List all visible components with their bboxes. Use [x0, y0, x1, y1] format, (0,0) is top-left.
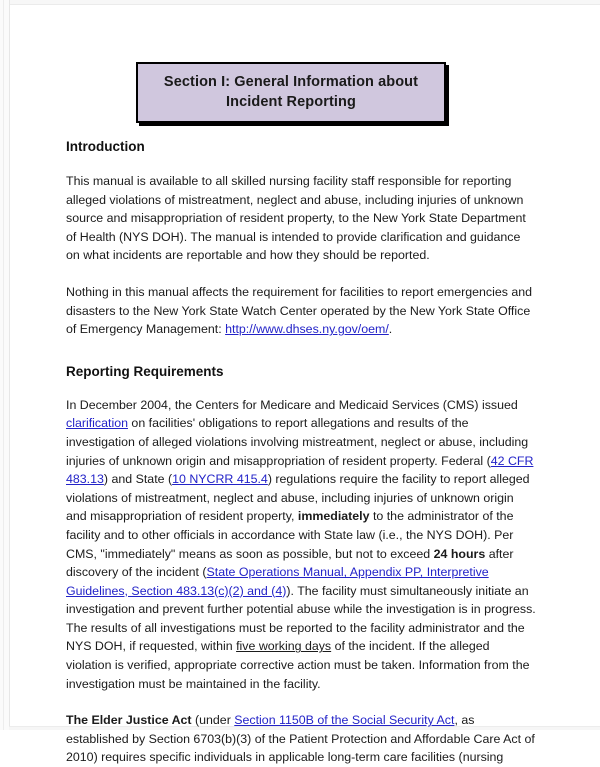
intro-p2-text-before-link: Nothing in this manual affects the requirement for facilities to report emergencies and disasters to the New York State Watch Center operated by the New York State Office of Emergency Management: — [66, 284, 533, 337]
rr-p2-segment-2: , as established by Section 6703(b)(3) of the Patient Protection and Affordable Care Act of 2010) requires specific individuals in applicable long-term care facilities (nursing — [66, 713, 535, 765]
rr-p1-segment-2: on facilities' obligations to report allegations and results of the investigation of alleged violations involving mistreatment, neglect or abuse, including injuries of unknown origin and misappropriation of resident property. Federal ( — [66, 416, 529, 468]
section-title-line-1: Section I: General Information about — [163, 74, 419, 90]
nycrr-415-4-link[interactable]: 10 NYCRR 415.4 — [172, 472, 268, 487]
rr-p1-segment-8: of the incident. If the alleged violation is verified, appropriate corrective action must be taken. Information from the investigation must be maintained in the facility. — [66, 639, 530, 691]
elder-justice-act-bold: The Elder Justice Act — [66, 713, 192, 728]
dhses-oem-link[interactable]: http://www.dhses.ny.gov/oem/ — [225, 322, 389, 337]
rr-p1-segment-3: ) and State ( — [103, 472, 173, 487]
rr-p1-underline-five-working-days: five working days — [236, 639, 332, 654]
document-body-column — [66, 138, 536, 767]
rr-p1-bold-24-hours: 24 hours — [433, 546, 486, 561]
heading-reporting-requirements: Reporting Requirements — [66, 363, 224, 379]
intro-paragraph-1: This manual is available to all skilled nursing facility staff responsible for reporting alleged violations of mistreatment, neglect and abuse, including injuries of unknown source and misappropriation of resident property, to the New York State Department of Health (NYS DOH). The manual is intended to provide clarification and guidance on what incidents are reportable and how they should be reported. — [66, 174, 526, 263]
section-title-line-2: Incident Reporting — [226, 94, 356, 110]
rr-p1-segment-5: to the administrator of the facility and to other officials in accordance with State law (i.e., the NYS DOH). Per CMS, "immediately" means as soon as possible, but not to exceed — [66, 509, 514, 561]
rr-p1-segment-6: after discovery of the incident ( — [66, 546, 514, 580]
rr-p1-segment-7: ). The facility must simultaneously initiate an investigation and prevent further potential abuse while the investigation is in progress. The results of all investigations must be reported to the facility administrator and the NYS DOH, if requested, within — [66, 583, 536, 654]
reporting-paragraph-1 — [66, 396, 536, 694]
rr-p1-segment-1: In December 2004, the Centers for Medicare and Medicaid Services (CMS) issued — [66, 397, 518, 412]
intro-p2-text-after-link: . — [388, 322, 393, 337]
state-operations-manual-link[interactable]: State Operations Manual, Appendix PP, Interpretive Guidelines, Section 483.13(c)(2) and (4) — [66, 565, 489, 598]
reporting-paragraph-2 — [66, 711, 536, 767]
clarification-link[interactable]: clarification — [66, 416, 128, 431]
rr-p1-bold-immediately: immediately — [297, 509, 370, 524]
rr-p1-segment-4: ) regulations require the facility to report alleged violations of mistreatment, neglect and abuse, including injuries of unknown origin and misappropriation of resident property, — [66, 472, 530, 524]
cfr-483-13-link[interactable]: 42 CFR 483.13 — [66, 453, 534, 487]
intro-paragraph-2 — [66, 283, 536, 339]
section-title-box — [136, 62, 446, 123]
section-title-banner — [136, 62, 446, 123]
heading-introduction: Introduction — [66, 139, 145, 154]
rr-p2-segment-1: (under — [191, 713, 235, 728]
section-1150b-social-security-act-link[interactable]: Section 1150B of the Social Security Act — [234, 713, 455, 728]
